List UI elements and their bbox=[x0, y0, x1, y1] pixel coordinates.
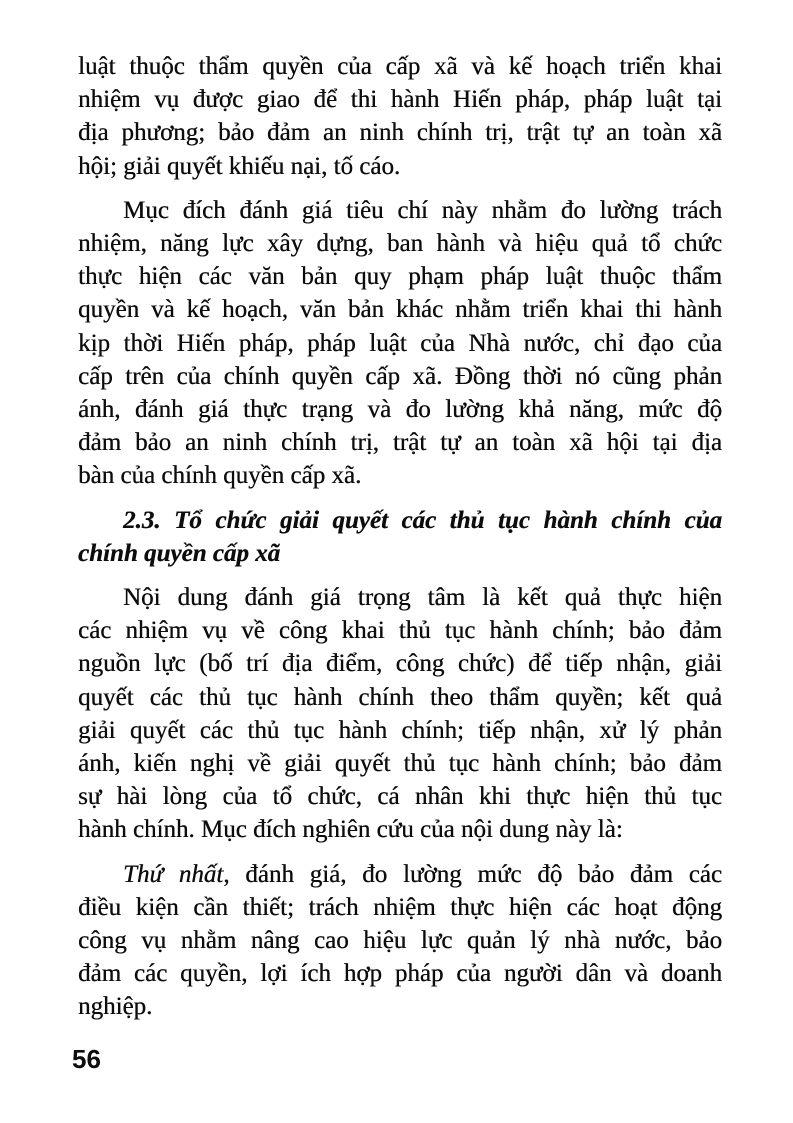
text-line: quyền và kế hoạch, văn bản khác nhằm triển khai thi hành bbox=[78, 296, 722, 324]
text-line: ánh, kiến nghị về giải quyết thủ tục hành chính; bảo đảm bbox=[78, 750, 722, 778]
text-block bbox=[78, 50, 722, 1024]
text-line: điều kiện cần thiết; trách nhiệm thực hiện các hoạt động bbox=[78, 893, 722, 921]
text-line: giải quyết các thủ tục hành chính; tiếp nhận, xử lý phản bbox=[78, 716, 722, 744]
text-line: 2.3. Tổ chức giải quyết các thủ tục hành chính của bbox=[123, 506, 722, 534]
text-line: đảm các quyền, lợi ích hợp pháp của người dân và doanh bbox=[78, 960, 722, 988]
text-line: nhiệm, năng lực xây dựng, ban hành và hiệu quả tổ chức bbox=[78, 230, 722, 258]
text-line: cấp trên của chính quyền cấp xã. Đồng thời nó cũng phản bbox=[78, 362, 722, 390]
text-line: nguồn lực (bố trí địa điểm, công chức) để tiếp nhận, giải bbox=[78, 650, 722, 678]
text-line: quyết các thủ tục hành chính theo thẩm quyền; kết quả bbox=[78, 683, 722, 711]
text-line: luật thuộc thẩm quyền của cấp xã và kế hoạch triển khai bbox=[78, 53, 722, 80]
text-line: địa phương; bảo đảm an ninh chính trị, trật tự an toàn xã bbox=[78, 119, 722, 147]
text-line: các nhiệm vụ về công khai thủ tục hành chính; bảo đảm bbox=[78, 617, 722, 645]
text-line: nhiệm vụ được giao để thi hành Hiến pháp, pháp luật tại bbox=[78, 86, 722, 114]
section-heading bbox=[78, 504, 722, 570]
paragraph bbox=[78, 581, 722, 847]
text-line: bàn của chính quyền cấp xã. bbox=[78, 462, 362, 490]
page-number: 56 bbox=[72, 1044, 101, 1074]
text-line bbox=[78, 858, 722, 891]
text-line: chính quyền cấp xã bbox=[78, 539, 281, 567]
paragraph bbox=[78, 858, 722, 1024]
text-line: hành chính. Mục đích nghiên cứu của nội dung này là: bbox=[78, 816, 623, 844]
text-line: thực hiện các văn bản quy phạm pháp luật thuộc thẩm bbox=[78, 263, 722, 291]
text-run: , đánh giá, đo lường mức độ bảo đảm các bbox=[223, 860, 722, 888]
text-line: hội; giải quyết khiếu nại, tố cáo. bbox=[78, 152, 401, 180]
italic-run: Thứ nhất bbox=[123, 860, 224, 888]
paragraph bbox=[78, 50, 722, 183]
text-line: nghiệp. bbox=[78, 993, 153, 1021]
text-line: Nội dung đánh giá trọng tâm là kết quả thực hiện bbox=[123, 584, 722, 612]
text-line: công vụ nhằm nâng cao hiệu lực quản lý nhà nước, bảo bbox=[78, 927, 722, 955]
text-line: Mục đích đánh giá tiêu chí này nhằm đo lường trách bbox=[123, 196, 722, 224]
text-line: kịp thời Hiến pháp, pháp luật của Nhà nước, chỉ đạo của bbox=[78, 329, 722, 357]
text-line: sự hài lòng của tổ chức, cá nhân khi thực hiện thủ tục bbox=[78, 783, 722, 811]
text-line: đảm bảo an ninh chính trị, trật tự an toàn xã hội tại địa bbox=[78, 429, 722, 457]
paragraph bbox=[78, 194, 722, 493]
text-line: ánh, đánh giá thực trạng và đo lường khả năng, mức độ bbox=[78, 396, 722, 424]
